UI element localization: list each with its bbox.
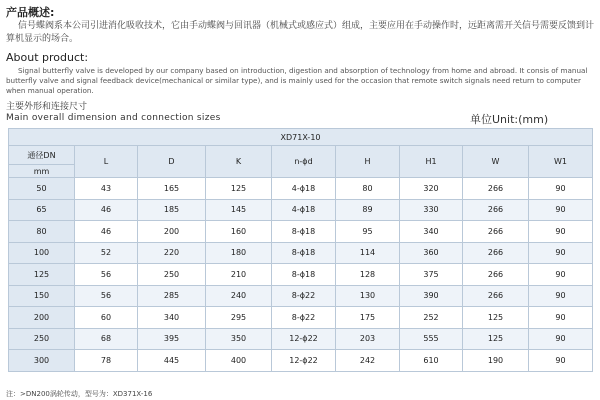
table-cell: 90 (529, 285, 593, 307)
table-cell: 266 (463, 199, 529, 221)
table-cell: 340 (400, 221, 463, 243)
table-cell: 90 (529, 328, 593, 350)
table-cell: 125 (463, 328, 529, 350)
table-cell: 390 (400, 285, 463, 307)
table-row (9, 199, 593, 221)
table-cell: 89 (336, 199, 400, 221)
table-cell: 90 (529, 307, 593, 329)
table-cell: 46 (75, 199, 138, 221)
table-cell: 555 (400, 328, 463, 350)
table-cell: 203 (336, 328, 400, 350)
unit-label: 单位Unit:(mm) (470, 113, 549, 126)
table-cell: 8-ϕ18 (272, 242, 336, 264)
table-cell: 395 (138, 328, 206, 350)
dimensions-heading-cn: 主要外形和连接尺寸 (6, 102, 88, 112)
table-cell: 295 (206, 307, 272, 329)
table-cell: 125 (206, 178, 272, 200)
table-cell: 266 (463, 221, 529, 243)
table-cell: 12-ϕ22 (272, 350, 336, 372)
table-cell: 160 (206, 221, 272, 243)
overview-heading-cn: 产品概述: (6, 6, 55, 19)
table-row (9, 178, 593, 200)
table-cell: 400 (206, 350, 272, 372)
table-cell: 60 (75, 307, 138, 329)
table-cell: 266 (463, 264, 529, 286)
column-header: H1 (400, 146, 463, 178)
table-cell: 8-ϕ22 (272, 285, 336, 307)
table-row (9, 285, 593, 307)
column-header: D (138, 146, 206, 178)
overview-body-cn: 信号蝶阀系本公司引进消化吸收技术，它由手动蝶阀与回讯器（机械式或感应式）组成，主要应用在手动操作时，远距离需开关信号需要反馈到计算机显示的场合。 (6, 21, 595, 44)
table-cell: 266 (463, 285, 529, 307)
table-cell: 180 (206, 242, 272, 264)
overview-heading-en: About product: (6, 51, 89, 64)
row-dn-cell: 50 (9, 178, 75, 200)
table-cell: 90 (529, 264, 593, 286)
table-row (9, 328, 593, 350)
table-cell: 320 (400, 178, 463, 200)
table-cell: 52 (75, 242, 138, 264)
table-body (9, 178, 593, 372)
table-row (9, 242, 593, 264)
table-cell: 242 (336, 350, 400, 372)
table-cell: 266 (463, 242, 529, 264)
table-cell: 340 (138, 307, 206, 329)
table-cell: 360 (400, 242, 463, 264)
column-header: W (463, 146, 529, 178)
table-cell: 90 (529, 199, 593, 221)
dimension-table (8, 128, 593, 372)
row-dn-cell: 65 (9, 199, 75, 221)
header-dn-unit: mm (9, 165, 75, 178)
table-cell: 200 (138, 221, 206, 243)
table-cell: 240 (206, 285, 272, 307)
footnote: 注：>DN200涡轮传动，型号为：XD371X-16 (6, 390, 153, 398)
column-header: K (206, 146, 272, 178)
table-cell: 165 (138, 178, 206, 200)
table-cell: 285 (138, 285, 206, 307)
table-cell: 95 (336, 221, 400, 243)
table-cell: 46 (75, 221, 138, 243)
table-cell: 445 (138, 350, 206, 372)
table-cell: 8-ϕ18 (272, 221, 336, 243)
table-cell: 220 (138, 242, 206, 264)
dimensions-heading-en: Main overall dimension and connection sizes (6, 113, 221, 123)
row-dn-cell: 100 (9, 242, 75, 264)
table-cell: 8-ϕ18 (272, 264, 336, 286)
table-row (9, 307, 593, 329)
row-dn-cell: 125 (9, 264, 75, 286)
table-cell: 190 (463, 350, 529, 372)
table-cell: 68 (75, 328, 138, 350)
table-cell: 375 (400, 264, 463, 286)
table-row (9, 264, 593, 286)
column-header: W1 (529, 146, 593, 178)
table-cell: 128 (336, 264, 400, 286)
table-cell: 78 (75, 350, 138, 372)
table-cell: 250 (138, 264, 206, 286)
table-cell: 145 (206, 199, 272, 221)
table-cell: 4-ϕ18 (272, 199, 336, 221)
row-dn-cell: 80 (9, 221, 75, 243)
table-cell: 90 (529, 178, 593, 200)
table-cell: 80 (336, 178, 400, 200)
table-cell: 350 (206, 328, 272, 350)
table-cell: 56 (75, 264, 138, 286)
header-dn: 通径DN (9, 146, 75, 165)
table-cell: 252 (400, 307, 463, 329)
column-header: H (336, 146, 400, 178)
table-cell: 8-ϕ22 (272, 307, 336, 329)
row-dn-cell: 300 (9, 350, 75, 372)
table-title: XD71X-10 (9, 129, 593, 146)
table-cell: 12-ϕ22 (272, 328, 336, 350)
table-cell: 56 (75, 285, 138, 307)
table-cell: 4-ϕ18 (272, 178, 336, 200)
table-cell: 90 (529, 221, 593, 243)
overview-body-en: Signal butterfly valve is developed by our company based on introduction, digestion and absorption of technology from home and abroad. It consis of manual butterfly valve and signal feedback device(mechanical or similar type), and is mainly used for the occasion that remote switch signals need return to computer when manual operation. (6, 66, 588, 95)
table-cell: 210 (206, 264, 272, 286)
table-cell: 90 (529, 350, 593, 372)
table-cell: 90 (529, 242, 593, 264)
column-header: n-ϕd (272, 146, 336, 178)
table-row (9, 350, 593, 372)
row-dn-cell: 150 (9, 285, 75, 307)
row-dn-cell: 200 (9, 307, 75, 329)
table-cell: 125 (463, 307, 529, 329)
table-cell: 130 (336, 285, 400, 307)
row-dn-cell: 250 (9, 328, 75, 350)
table-cell: 43 (75, 178, 138, 200)
table-row (9, 221, 593, 243)
column-header: L (75, 146, 138, 178)
table-cell: 330 (400, 199, 463, 221)
table-cell: 266 (463, 178, 529, 200)
table-cell: 185 (138, 199, 206, 221)
table-cell: 114 (336, 242, 400, 264)
table-cell: 175 (336, 307, 400, 329)
table-cell: 610 (400, 350, 463, 372)
